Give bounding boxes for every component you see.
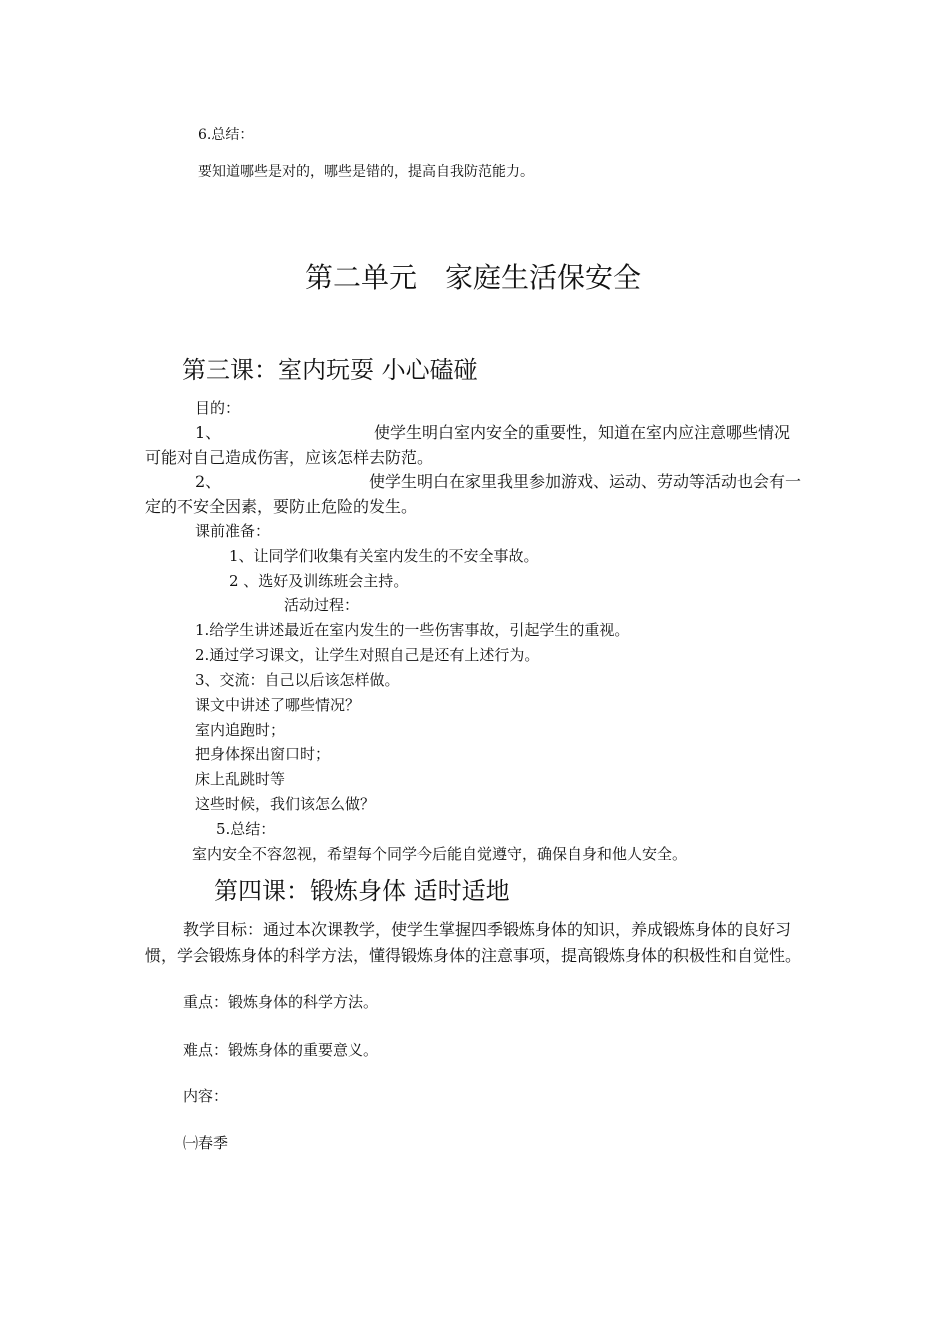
lesson3-goal2-text: 使学生明白在家里我里参加游戏、运动、劳动等活动也会有一: [369, 472, 802, 491]
lesson4-objective-line-1: 教学目标：通过本次课教学，使学生掌握四季锻炼身体的知识，养成锻炼身体的良好习: [183, 920, 792, 939]
lesson3-summary-text: 室内安全不容忽视，希望每个同学今后能自觉遵守，确保自身和他人安全。: [192, 845, 688, 863]
intro-summary-heading: 6.总结：: [198, 127, 254, 143]
lesson4-difficulty: 难点：锻炼身体的重要意义。: [183, 1041, 379, 1059]
lesson3-step-1: 1.给学生讲述最近在室内发生的一些伤害事故，引起学生的重视。: [195, 621, 630, 639]
lesson3-step-2: 2.通过学习课文，让学生对照自己是还有上述行为。: [195, 646, 540, 664]
lesson3-goal-label: 目的：: [195, 399, 241, 417]
lesson3-case-3: 床上乱跳时等: [195, 770, 286, 788]
lesson3-case-1: 室内追跑时；: [195, 721, 286, 739]
lesson3-summary-heading: 5.总结：: [216, 820, 276, 838]
lesson4-key-point: 重点：锻炼身体的科学方法。: [183, 993, 379, 1011]
lesson3-title: 第三课：室内玩耍 小心磕碰: [182, 356, 478, 384]
intro-summary-text: 要知道哪些是对的，哪些是错的，提高自我防范能力。: [198, 164, 534, 180]
lesson3-goal1-continuation: 可能对自己造成伤害，应该怎样去防范。: [145, 448, 434, 467]
lesson4-spring-heading: ㈠春季: [183, 1134, 229, 1152]
lesson3-prep-item-1: 1、让同学们收集有关室内发生的不安全事故。: [229, 547, 539, 565]
lesson3-step-3: 3、交流：自己以后该怎样做。: [195, 671, 400, 689]
lesson3-prep-label: 课前准备：: [195, 522, 271, 540]
lesson4-title: 第四课：锻炼身体 适时适地: [214, 877, 510, 905]
lesson3-question-2: 这些时候，我们该怎么做？: [195, 795, 376, 813]
lesson3-case-2: 把身体探出窗口时；: [195, 745, 331, 763]
unit-title: 第二单元 家庭生活保安全: [305, 261, 642, 294]
lesson3-prep-item-2: 2 、选好及训练班会主持。: [229, 572, 409, 590]
lesson3-process-label: 活动过程：: [284, 596, 360, 614]
lesson3-question-1: 课文中讲述了哪些情况？: [195, 696, 361, 714]
lesson3-goal2-number: 2、: [195, 472, 222, 491]
lesson4-objective-line-2: 惯，学会锻炼身体的科学方法，懂得锻炼身体的注意事项，提高锻炼身体的积极性和自觉性。: [145, 946, 802, 965]
lesson4-content-label: 内容：: [183, 1087, 229, 1105]
lesson3-goal2-continuation: 定的不安全因素，要防止危险的发生。: [145, 497, 418, 516]
lesson3-goal1-text: 使学生明白室内安全的重要性，知道在室内应注意哪些情况: [374, 423, 791, 442]
lesson3-goal1-number: 1、: [195, 423, 222, 442]
